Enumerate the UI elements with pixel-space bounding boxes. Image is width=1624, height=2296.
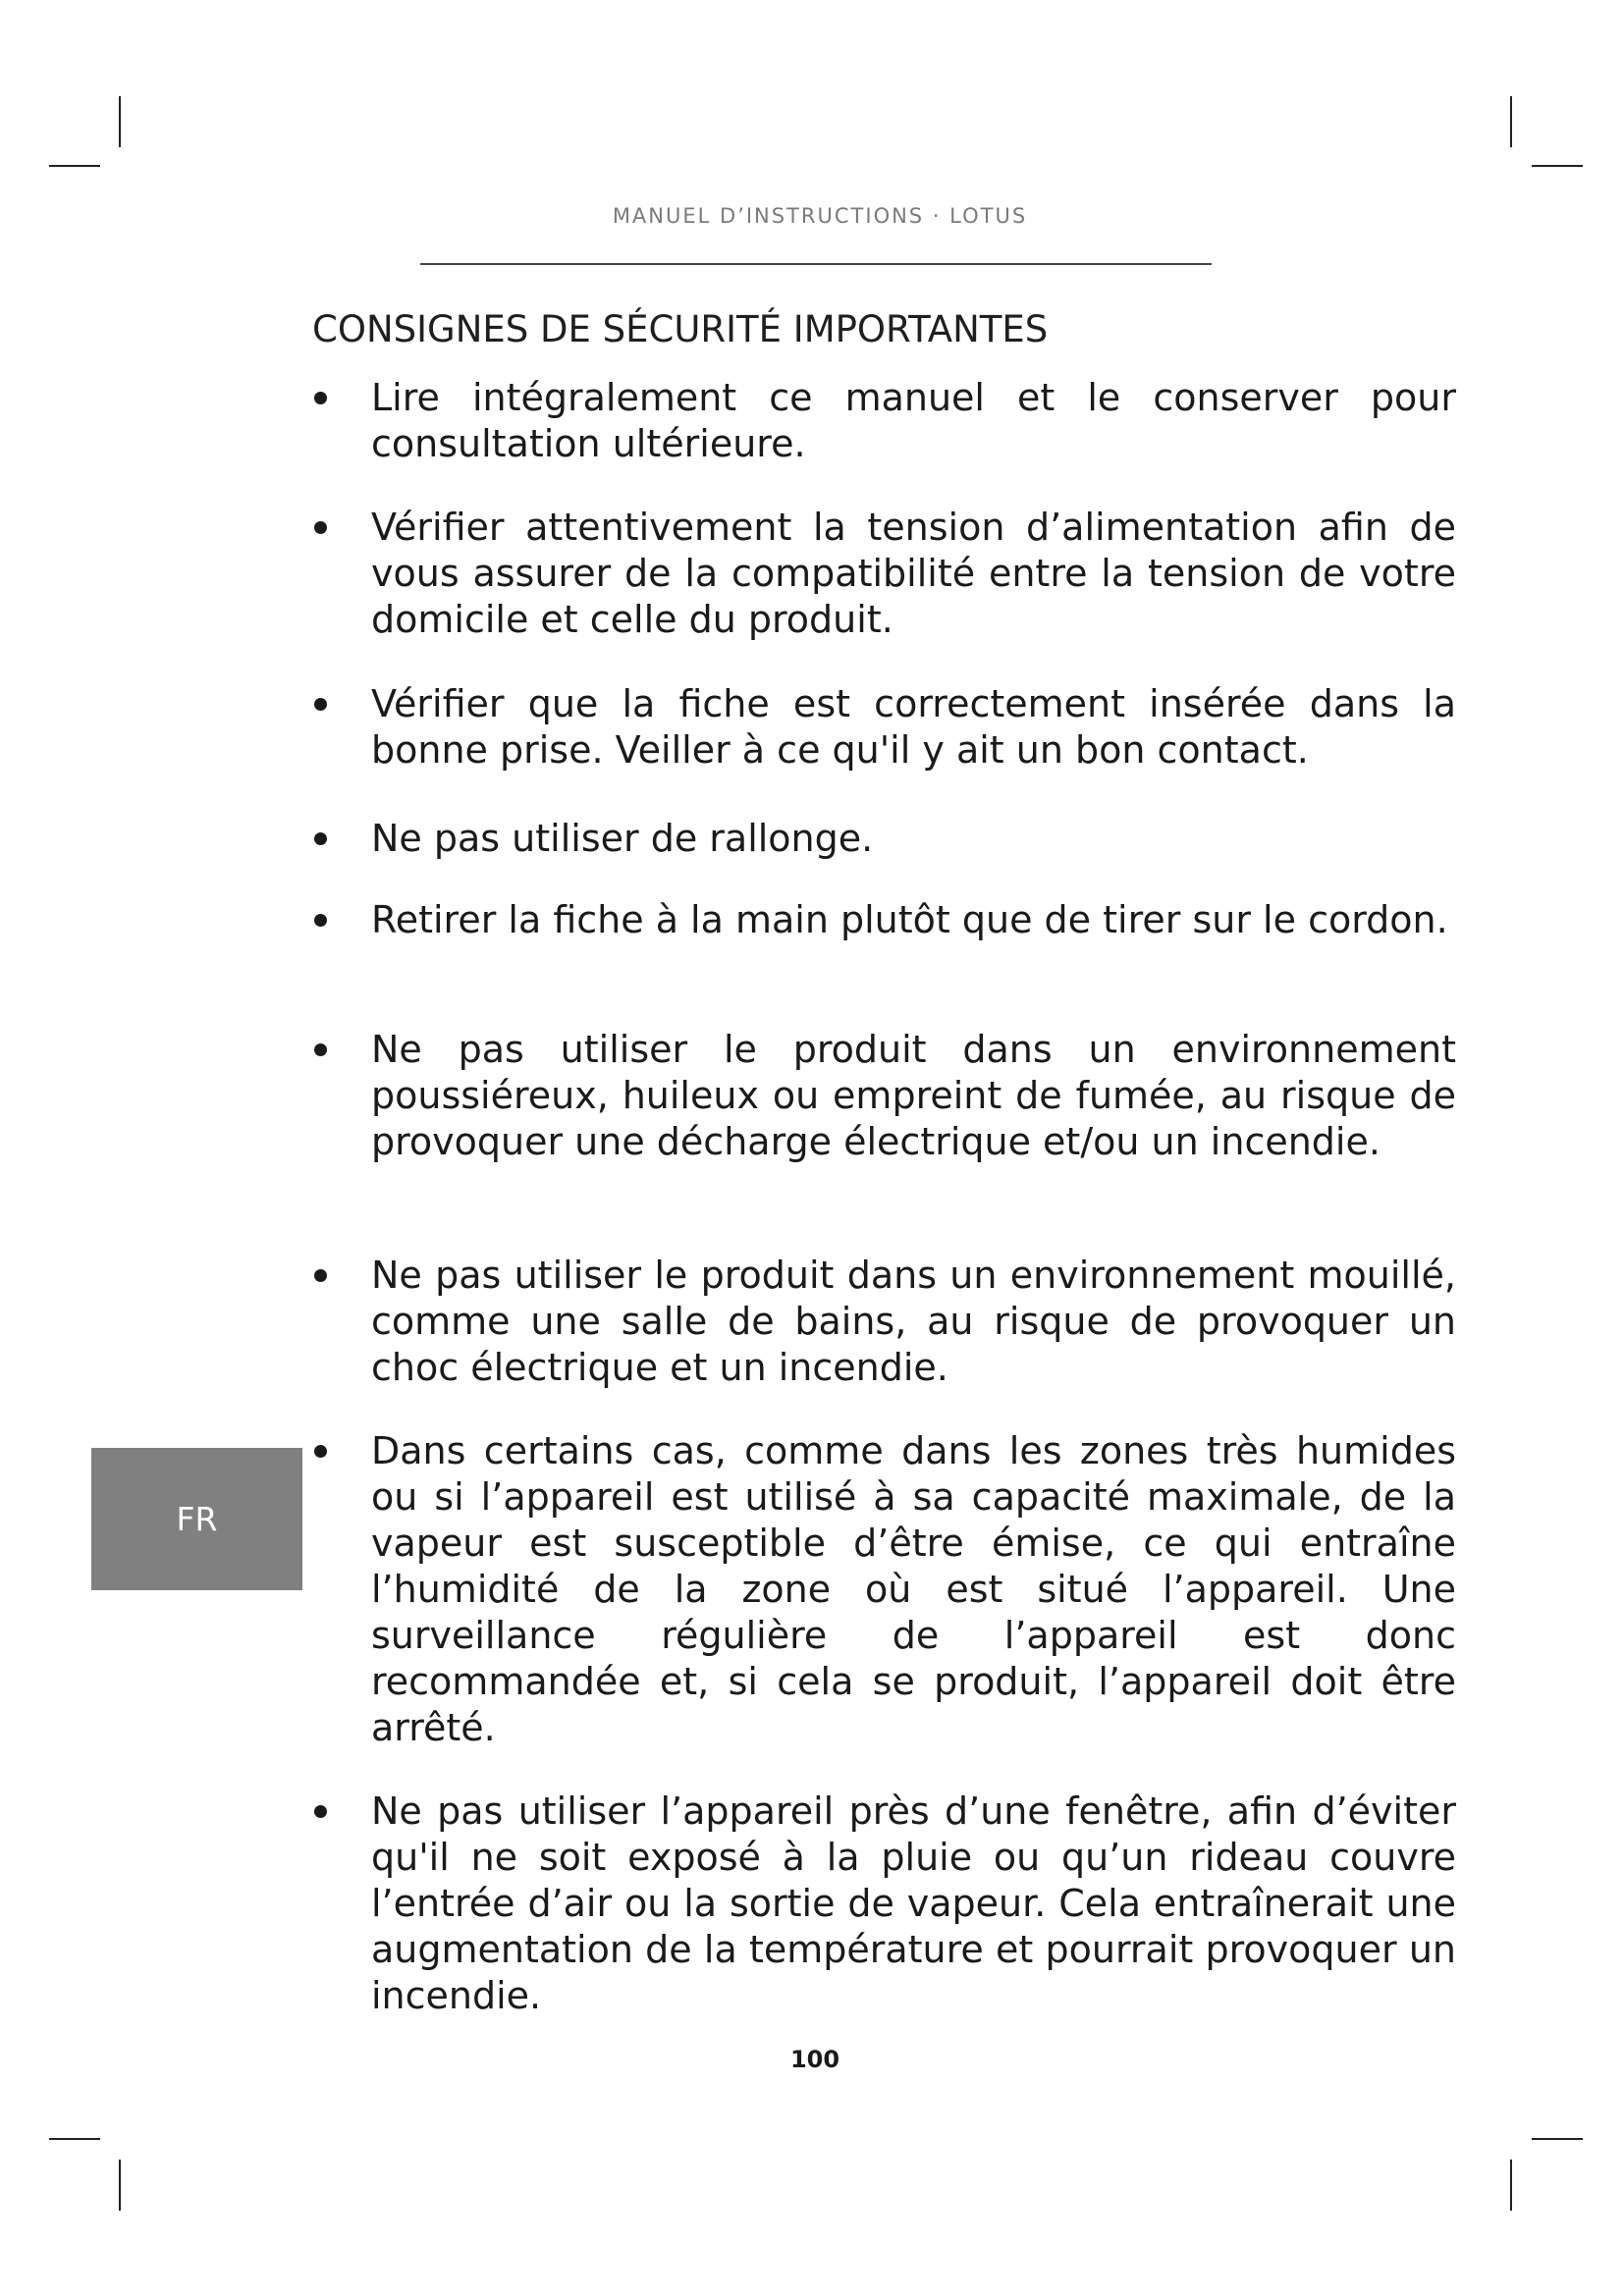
list-item-text: Ne pas utiliser de rallonge. — [371, 817, 874, 860]
header-divider — [420, 263, 1212, 265]
bullet-icon — [314, 698, 327, 711]
list-item — [312, 816, 1456, 862]
crop-mark-top-right-vertical — [1510, 96, 1512, 147]
language-tab-label: FR — [176, 1500, 218, 1538]
bullet-icon — [314, 1805, 327, 1818]
list-item-text: Lire intégralement ce manuel et le conserver pour consultation ultérieure. — [371, 376, 1456, 465]
list-item — [312, 1428, 1456, 1751]
list-item — [312, 681, 1456, 774]
crop-mark-bottom-right-horizontal — [1532, 2138, 1583, 2140]
list-item — [312, 505, 1456, 643]
list-item-text: Vérifier attentivement la tension d’alimentation afin de vous assurer de la compatibilité entre la tension de votre domicile et celle du produit. — [371, 506, 1456, 641]
list-item — [312, 1027, 1456, 1165]
language-tab — [91, 1448, 302, 1590]
crop-mark-bottom-left-horizontal — [49, 2138, 100, 2140]
list-item-text: Ne pas utiliser le produit dans un environnement poussiéreux, huileux ou empreint de fumée, au risque de provoquer une décharge électrique et/ou un incendie. — [371, 1028, 1456, 1163]
bullet-icon — [314, 521, 327, 534]
bullet-icon — [314, 392, 327, 404]
list-item — [312, 1789, 1456, 2019]
list-item — [312, 375, 1456, 467]
list-item — [312, 897, 1456, 943]
page-number: 100 — [789, 2046, 840, 2073]
crop-mark-top-right-horizontal — [1532, 165, 1583, 167]
list-item-text: Dans certains cas, comme dans les zones très humides ou si l’appareil est utilisé à sa capacité maximale, de la vapeur est susceptible d’être émise, ce qui entraîne l’humidité de la zone où est situé l’appareil. Une surveillance régulière de l’appareil est donc recommandée et, si cela se produit, l’appareil doit être arrêté. — [371, 1429, 1456, 1749]
crop-mark-top-left-vertical — [119, 96, 121, 147]
section-title: CONSIGNES DE SÉCURITÉ IMPORTANTES — [312, 308, 1049, 350]
list-item-text: Vérifier que la fiche est correctement insérée dans la bonne prise. Veiller à ce qu'il y ait un bon contact. — [371, 682, 1456, 772]
crop-mark-bottom-left-vertical — [119, 2160, 121, 2211]
list-item-text: Ne pas utiliser le produit dans un environnement mouillé, comme une salle de bains, au risque de provoquer un choc électrique et un incendie. — [371, 1254, 1456, 1389]
list-item-text: Retirer la fiche à la main plutôt que de tirer sur le cordon. — [371, 898, 1448, 941]
crop-mark-top-left-horizontal — [49, 165, 100, 167]
list-item-text: Ne pas utiliser l’appareil près d’une fenêtre, afin d’éviter qu'il ne soit exposé à la pluie ou qu’un rideau couvre l’entrée d’air ou la sortie de vapeur. Cela entraînerait une augmentation de la température et pourrait provoquer un incendie. — [371, 1789, 1456, 2017]
bullet-icon — [314, 1043, 327, 1056]
running-header: MANUEL D’INSTRUCTIONS · LOTUS — [612, 204, 1028, 228]
bullet-icon — [314, 832, 327, 845]
list-item — [312, 1253, 1456, 1391]
bullet-icon — [314, 914, 327, 927]
bullet-icon — [314, 1269, 327, 1282]
crop-mark-bottom-right-vertical — [1510, 2160, 1512, 2211]
bullet-icon — [314, 1445, 327, 1458]
